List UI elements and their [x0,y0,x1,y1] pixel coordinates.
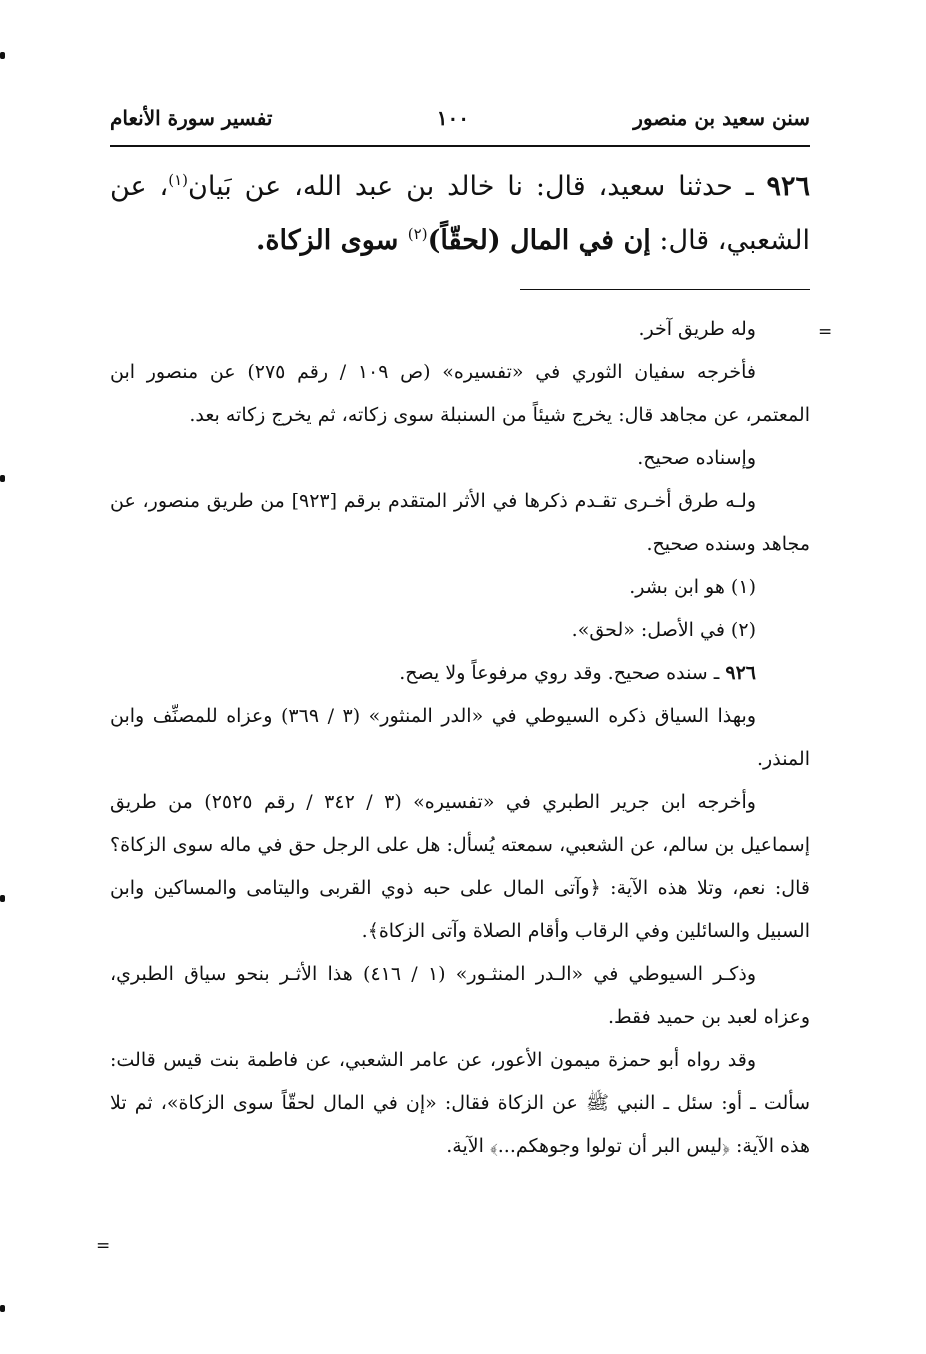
note-paragraph: فأخرجه سفيان الثوري في «تفسيره» (ص ١٠٩ / رقم ٢٧٥) عن منصور ابن المعتمر، عن مجاهد قال: يخرج شيئاً من السنبلة سوى زكاته، ثم يخرج زكاته بعد. [110,361,810,426]
note-hadith-number: ٩٢٦ [725,662,756,684]
note-paragraph: وأخرجه ابن جرير الطبري في «تفسيره» (٣ / ٣٤٢ / رقم ٢٥٢٥) من طريق إسماعيل بن سالم، عن الشعبي، سمعته يُسأل: هل على الرجل حق في ماله سوى الزكاة؟ قال: نعم، وتلا هذه الآية: ﴿وآتى المال على حبه ذوي القربى واليتامى والمساكين وابن السبيل والسائلين وفي الرقاب وأقام الصلاة وآتى الزكاة﴾. [110,791,810,942]
footnote-ref-1: (١) [168,171,189,189]
margin-mark-continues: = [96,1236,111,1256]
header-rule [110,145,810,147]
note-paragraph: وبهذا السياق ذكره السيوطي في «الدر المنثور» (٣ / ٣٦٩) وعزاه للمصنِّف وابن المنذر. [110,705,810,770]
note-paragraph: وقد رواه أبو حمزة ميمون الأعور، عن عامر الشعبي، عن فاطمة بنت قيس قالت: سألت ـ أو: سئل ـ النبي ﷺ عن الزكاة فقال: «إن في المال لحقّاً سوى الزكاة»، ثم تلا هذه الآية: ﴿ليس البر أن تولوا وجوهكم...﴾ الآية. [110,1049,810,1157]
hadith-number: ٩٢٦ [766,171,810,202]
footnote-2: (٢) في الأصل: «لحق». [571,619,756,641]
running-header [110,98,810,138]
footnote-rule [520,289,810,290]
note-paragraph: ولـه طرق أخـرى تقـدم ذكرها في الأثر المتقدم برقم [٩٢٣] من طريق منصور، عن مجاهد وسنده صحيح. [110,490,810,555]
note-paragraph: وإسناده صحيح. [637,447,756,469]
hadith-matn-end: سوى الزكاة. [256,225,408,256]
scan-mark [0,475,5,482]
scan-mark [0,52,5,59]
note-paragraph: وله طريق آخر. [638,318,756,340]
chapter-title: تفسير سورة الأنعام [110,106,273,130]
hadith-text [110,160,810,268]
note-paragraph: وذكـر السيوطي في «الـدر المنثـور» (١ / ٤١٦) هذا الأثـر بنحو سياق الطبري، وعزاه لعبد بن حميد فقط. [110,963,810,1028]
book-title: سنن سعيد بن منصور [633,106,810,130]
hadith-chain-1: ـ حدثنا سعيد، قال: نا خالد بن عبد الله، عن بَيان [188,171,767,202]
scan-mark [0,895,5,902]
note-hadith-line [110,652,810,695]
page-number: ١٠٠ [436,106,469,130]
hadith-matn: إن في المال (لحقّاً) [427,225,651,256]
footnotes [110,308,810,1168]
scan-mark [0,1305,5,1312]
footnote-1: (١) هو ابن بشر. [629,576,756,598]
footnote-ref-2: (٢) [407,225,428,243]
note-grading: ـ سنده صحيح. وقد روي مرفوعاً ولا يصح. [399,662,726,684]
margin-mark-continued: = [818,322,833,342]
hadith-chain-2: ، عن الشعبي، قال: [110,171,810,256]
